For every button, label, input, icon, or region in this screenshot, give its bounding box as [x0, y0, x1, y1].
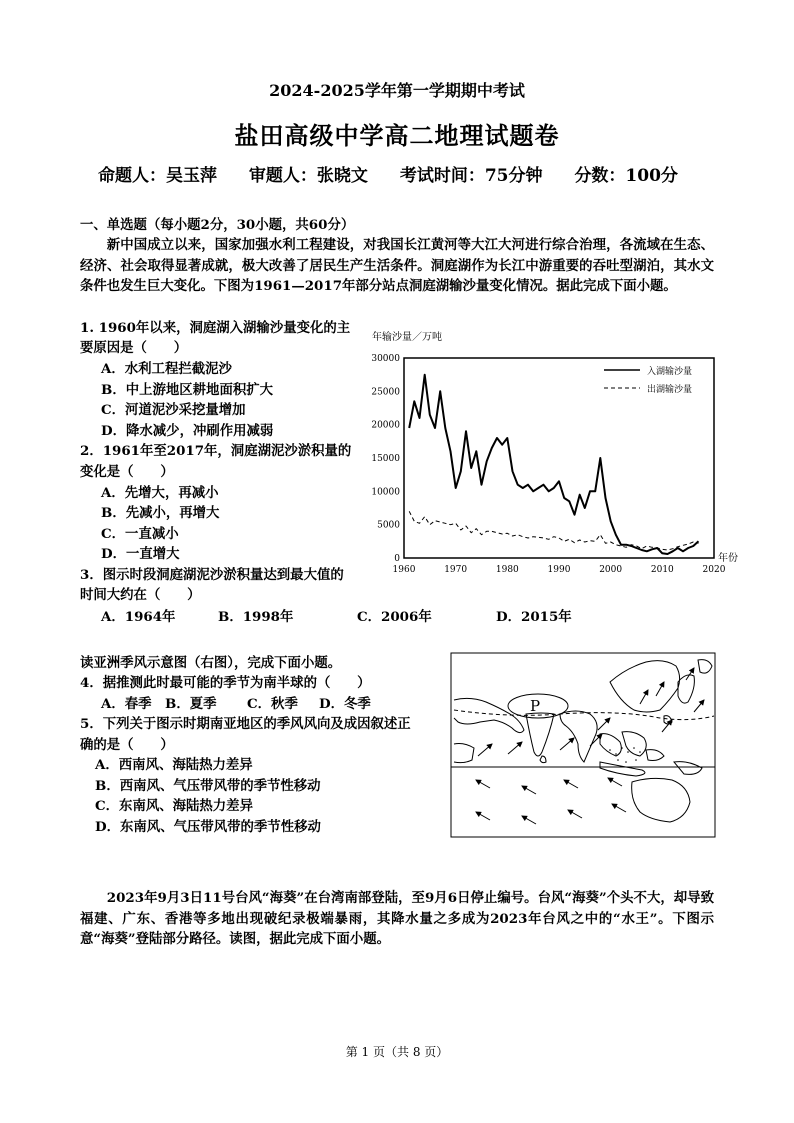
y-tick-label: 30000 [371, 354, 400, 364]
q2-option-d[interactable]: D．一直增大 [101, 546, 180, 562]
y-axis-label: 年输沙量／万吨 [372, 332, 442, 343]
y-tick-label: 25000 [371, 387, 400, 398]
series-line-outflow [409, 511, 698, 550]
q1-option-a[interactable]: A．水利工程拦截泥沙 [101, 361, 232, 377]
exam-score: 分数：100分 [574, 166, 678, 186]
sediment-line-chart [360, 322, 740, 582]
x-tick-label: 1970 [444, 565, 468, 575]
question-intro-1: 新中国成立以来，国家加强水利工程建设，对我国长江黄河等大江大河进行综合治理，各流域在生态、经济、社会取得显著成就，极大改善了居民生产生活条件。洞庭湖作为长江中游重要的吞吐型湖泊，其水文条件也发生巨大变化。下图为1961—2017年部分站点洞庭湖输沙量变化情况。据此完成下面小题。 [80, 237, 714, 295]
exam-info-line [98, 161, 704, 186]
setter: 命题人：吴玉萍 [98, 166, 217, 186]
x-axis-label: 年份 [718, 553, 738, 564]
q4-option-d[interactable]: D．冬季 [319, 696, 371, 712]
x-tick-label: 1980 [495, 565, 519, 575]
q1-stem-line1: 1. 1960年以来，洞庭湖入湖输沙量变化的主 [80, 320, 351, 336]
q5-stem-line1: 5．下列关于图示时期南亚地区的季风风向及成因叙述正 [80, 716, 411, 732]
q3-option-b[interactable]: B．1998年 [218, 609, 294, 625]
asia-monsoon-map [450, 652, 716, 838]
q3-stem-line2: 时间大约在（ ） [80, 587, 201, 603]
x-tick-label: 1960 [392, 565, 416, 575]
q4-option-b[interactable]: B．夏季 [165, 696, 217, 712]
q5-option-d[interactable]: D．东南风、气压带风带的季节性移动 [95, 819, 321, 835]
legend-label-outflow: 出湖输沙量 [647, 385, 693, 395]
x-tick-label: 2010 [650, 565, 674, 575]
pressure-center-label: P [530, 697, 541, 715]
exam-term-title: 2024-2025学年第一学期期中考试 [269, 81, 525, 100]
q2-stem-line2: 变化是（ ） [80, 464, 174, 480]
series-line-inflow [409, 375, 698, 554]
q5-option-b[interactable]: B．西南风、气压带风带的季节性移动 [95, 778, 321, 794]
y-tick-label: 15000 [371, 454, 400, 464]
q4-option-c[interactable]: C．秋季 [247, 696, 298, 712]
y-tick-label: 5000 [377, 520, 400, 531]
monsoon-intro: 读亚洲季风示意图（右图），完成下面小题。 [80, 655, 342, 671]
q1-stem-line2: 要原因是（ ） [80, 340, 188, 356]
q5-stem-line2: 确的是（ ） [80, 737, 174, 753]
reviewer: 审题人：张晓文 [248, 166, 368, 186]
q2-option-b[interactable]: B．先减小，再增大 [101, 505, 220, 521]
section-heading: 一、单选题（每小题2分，30小题，共60分） [80, 217, 355, 233]
q3-option-a[interactable]: A．1964年 [101, 609, 176, 625]
q1-option-b[interactable]: B．中上游地区耕地面积扩大 [101, 382, 274, 398]
legend-label-inflow: 入湖输沙量 [647, 367, 693, 377]
page-footer: 第 1 页（共 8 页） [345, 1045, 449, 1059]
y-tick-label: 0 [394, 554, 400, 564]
exam-time: 考试时间：75分钟 [399, 166, 543, 186]
q5-option-a[interactable]: A．西南风、海陆热力差异 [95, 757, 253, 773]
q3-option-c[interactable]: C．2006年 [357, 609, 432, 625]
exam-paper-title: 盐田高级中学高二地理试题卷 [234, 121, 560, 150]
q3-option-d[interactable]: D．2015年 [496, 609, 572, 625]
x-tick-label: 2000 [599, 565, 623, 575]
q2-option-c[interactable]: C．一直减小 [101, 526, 179, 542]
y-tick-label: 10000 [371, 487, 400, 498]
q4-option-a[interactable]: A．春季 [101, 696, 152, 712]
q3-stem-line1: 3．图示时段洞庭湖泥沙淤积量达到最大值的 [80, 567, 344, 583]
x-tick-label: 1990 [547, 565, 571, 575]
typhoon-intro: 2023年9月3日11号台风“海葵”在台湾南部登陆，至9月6日停止编号。台风“海葵”个头不大，却导致福建、广东、香港等多地出现破纪录极端暴雨，其降水量之多成为2023年台风之中的“水王”。下图示意“海葵”登陆部分路径。读图，据此完成下面小题。 [80, 890, 714, 948]
chart-legend [604, 365, 692, 395]
q1-option-d[interactable]: D．降水减少，冲刷作用减弱 [101, 423, 274, 439]
q4-stem: 4．据推测此时最可能的季节为南半球的（ ） [80, 675, 371, 691]
y-tick-label: 20000 [371, 420, 400, 431]
x-tick-label: 2020 [702, 565, 726, 575]
q5-option-c[interactable]: C．东南风、海陆热力差异 [95, 798, 253, 814]
q2-option-a[interactable]: A．先增大，再减小 [101, 485, 219, 501]
q2-stem-line1: 2．1961年至2017年，洞庭湖泥沙淤积量的 [80, 443, 352, 459]
q1-option-c[interactable]: C．河道泥沙采挖量增加 [101, 402, 246, 418]
